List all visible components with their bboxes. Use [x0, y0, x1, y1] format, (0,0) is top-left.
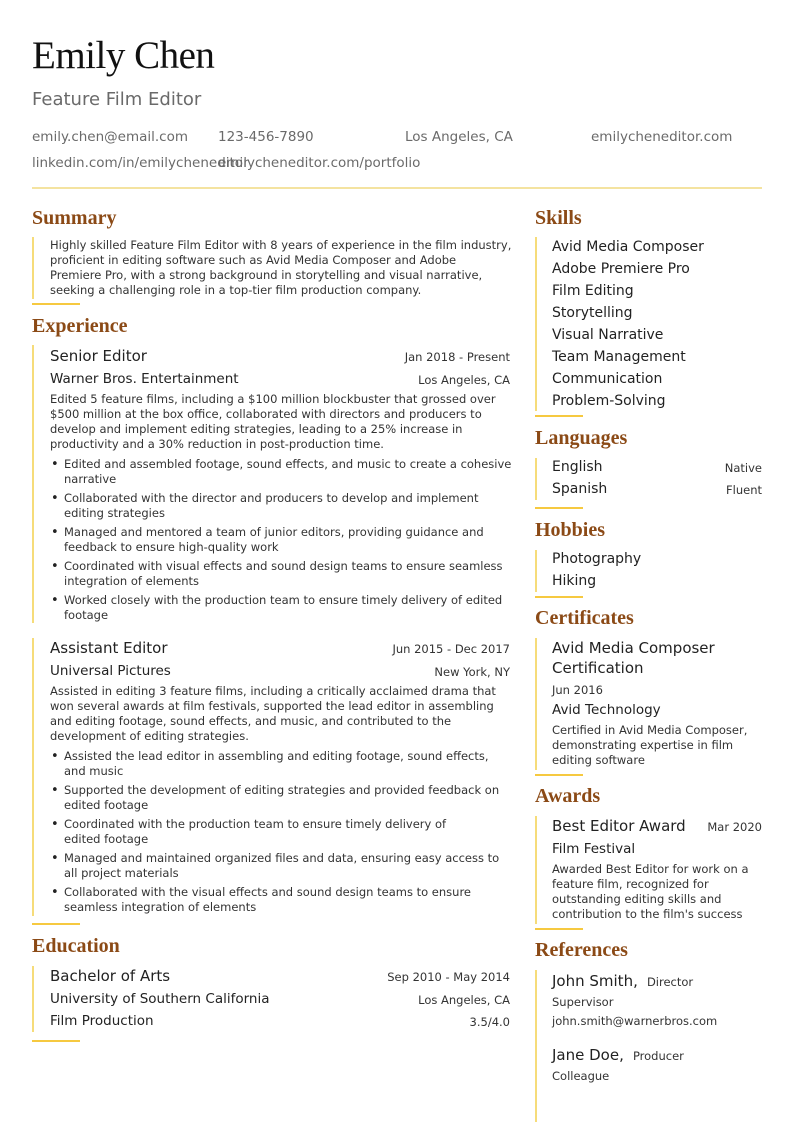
- job-bar: [32, 638, 34, 916]
- reference-name: Jane Doe,: [552, 1046, 624, 1064]
- skill-item: Communication: [552, 371, 663, 387]
- education-school: University of Southern California: [50, 991, 270, 1007]
- education-degree: Bachelor of Arts: [50, 967, 171, 985]
- references-bar: [535, 970, 537, 1122]
- job-description: Assisted in editing 3 feature films, including a critically acclaimed drama that won several awards at film festivals, supported the lead editor in assembling and editing footage, sound effects, and music, and contributed to the development of editing strategies.: [50, 684, 496, 743]
- language-name: English: [552, 459, 603, 475]
- job-bullet: • Coordinated with visual effects and sound design teams to ensure seamless integration of elements: [64, 559, 504, 589]
- reference-entry: [552, 971, 693, 990]
- hobbies-bar: [535, 550, 537, 592]
- job-description: Edited 5 feature films, including a $100 million blockbuster that grossed over $500 million at the box office, collaborated with directors and producers to develop and implement editing strategies, leading to a 25% increase in productivity and a 30% reduction in post-production time.: [50, 392, 496, 451]
- contact-portfolio[interactable]: emilycheneditor.com/portfolio: [218, 155, 421, 171]
- summary-underline: [32, 303, 80, 305]
- education-dates: Sep 2010 - May 2014: [387, 970, 510, 984]
- resume-name: Emily Chen: [32, 34, 215, 77]
- education-field: Film Production: [50, 1013, 154, 1029]
- job-role: Senior Editor: [50, 347, 147, 365]
- job-location: New York, NY: [434, 665, 510, 679]
- job-company: Universal Pictures: [50, 663, 171, 679]
- awards-underline: [535, 928, 583, 930]
- skill-item: Storytelling: [552, 305, 633, 321]
- job-bullet: • Collaborated with the visual effects and sound design teams to ensure seamless integration of elements: [64, 885, 484, 915]
- summary-line: seeking a challenging role in a top-tier film production company.: [50, 283, 422, 297]
- skill-item: Problem-Solving: [552, 393, 666, 409]
- summary-heading: Summary: [32, 207, 117, 229]
- reference-entry: [552, 1045, 684, 1064]
- education-bar: [32, 966, 34, 1032]
- contact-phone[interactable]: 123-456-7890: [218, 129, 314, 145]
- contact-email[interactable]: emily.chen@email.com: [32, 129, 189, 145]
- certificates-bar: [535, 638, 537, 770]
- job-bullet: • Coordinated with the production team to ensure timely delivery of edited footage: [64, 817, 484, 847]
- award-date: Mar 2020: [707, 820, 762, 834]
- skill-item: Film Editing: [552, 283, 634, 299]
- summary-line: Highly skilled Feature Film Editor with 8 years of experience in the film industry,: [50, 238, 512, 252]
- job-company: Warner Bros. Entertainment: [50, 371, 239, 387]
- job-bullet: • Managed and mentored a team of junior editors, providing guidance and feedback to ensure high-quality work: [64, 525, 484, 555]
- awards-heading: Awards: [535, 785, 601, 807]
- reference-relation: Colleague: [552, 1069, 610, 1083]
- certificate-description: Certified in Avid Media Composer, demonstrating expertise in film editing software: [552, 723, 748, 767]
- job-bullet: • Worked closely with the production team to ensure timely delivery of edited footage: [64, 593, 504, 623]
- certificates-heading: Certificates: [535, 607, 634, 629]
- header-divider: [32, 187, 762, 189]
- education-heading: Education: [32, 935, 120, 957]
- hobbies-heading: Hobbies: [535, 519, 606, 541]
- job-role: Assistant Editor: [50, 639, 168, 657]
- awards-bar: [535, 816, 537, 924]
- job-dates: Jun 2015 - Dec 2017: [392, 642, 510, 656]
- education-gpa: 3.5/4.0: [469, 1015, 510, 1029]
- certificates-underline: [535, 774, 583, 776]
- job-location: Los Angeles, CA: [418, 373, 510, 387]
- languages-bar: [535, 458, 537, 500]
- award-title: Best Editor Award: [552, 817, 686, 835]
- language-name: Spanish: [552, 481, 608, 497]
- skill-item: Adobe Premiere Pro: [552, 261, 690, 277]
- job-bar: [32, 345, 34, 623]
- job-bullet: • Supported the development of editing strategies and provided feedback on edited footage: [64, 783, 504, 813]
- references-heading: References: [535, 939, 628, 961]
- education-location: Los Angeles, CA: [418, 993, 510, 1007]
- summary-line: Premiere Pro, with a strong background in storytelling and visual narrative,: [50, 268, 483, 282]
- certificate-title: Avid Media Composer: [552, 639, 715, 657]
- language-level: Fluent: [726, 483, 762, 497]
- hobby-item: Photography: [552, 551, 642, 567]
- job-bullet: • Edited and assembled footage, sound effects, and music to create a cohesive narrative: [64, 457, 512, 487]
- reference-role: Producer: [632, 1049, 684, 1063]
- reference-name: John Smith,: [552, 972, 638, 990]
- skill-item: Visual Narrative: [552, 327, 664, 343]
- reference-relation: Supervisor: [552, 995, 614, 1009]
- award-issuer: Film Festival: [552, 841, 636, 857]
- certificate-issuer: Avid Technology: [552, 702, 661, 718]
- contact-location: Los Angeles, CA: [405, 129, 513, 145]
- contact-linkedin[interactable]: linkedin.com/in/emilycheneditor: [32, 155, 249, 171]
- certificate-title: Certification: [552, 659, 644, 677]
- hobbies-underline: [535, 596, 583, 598]
- summary-bar: [32, 237, 34, 299]
- experience-underline: [32, 923, 80, 925]
- certificate-date: Jun 2016: [552, 683, 603, 697]
- job-bullet: • Assisted the lead editor in assembling and editing footage, sound effects, and music: [64, 749, 512, 779]
- award-description: Awarded Best Editor for work on a feature film, recognized for outstanding editing skills and contribution to the film's success: [552, 862, 749, 921]
- languages-underline: [535, 507, 583, 509]
- resume-title: Feature Film Editor: [32, 89, 202, 110]
- skills-heading: Skills: [535, 207, 582, 229]
- skill-item: Avid Media Composer: [552, 239, 704, 255]
- hobby-item: Hiking: [552, 573, 597, 589]
- language-level: Native: [724, 461, 762, 475]
- summary-line: proficient in editing software such as Avid Media Composer and Adobe: [50, 253, 457, 267]
- education-underline: [32, 1040, 80, 1042]
- contact-website[interactable]: emilycheneditor.com: [591, 129, 733, 145]
- job-dates: Jan 2018 - Present: [404, 350, 510, 364]
- languages-heading: Languages: [535, 427, 628, 449]
- reference-role: Director: [646, 975, 694, 989]
- experience-heading: Experience: [32, 315, 128, 337]
- reference-email[interactable]: john.smith@warnerbros.com: [552, 1014, 718, 1028]
- skill-item: Team Management: [552, 349, 686, 365]
- job-bullet: • Collaborated with the director and producers to develop and implement editing strategies: [64, 491, 512, 521]
- skills-bar: [535, 237, 537, 411]
- job-bullet: • Managed and maintained organized files and data, ensuring easy access to all project materials: [64, 851, 512, 881]
- skills-underline: [535, 415, 583, 417]
